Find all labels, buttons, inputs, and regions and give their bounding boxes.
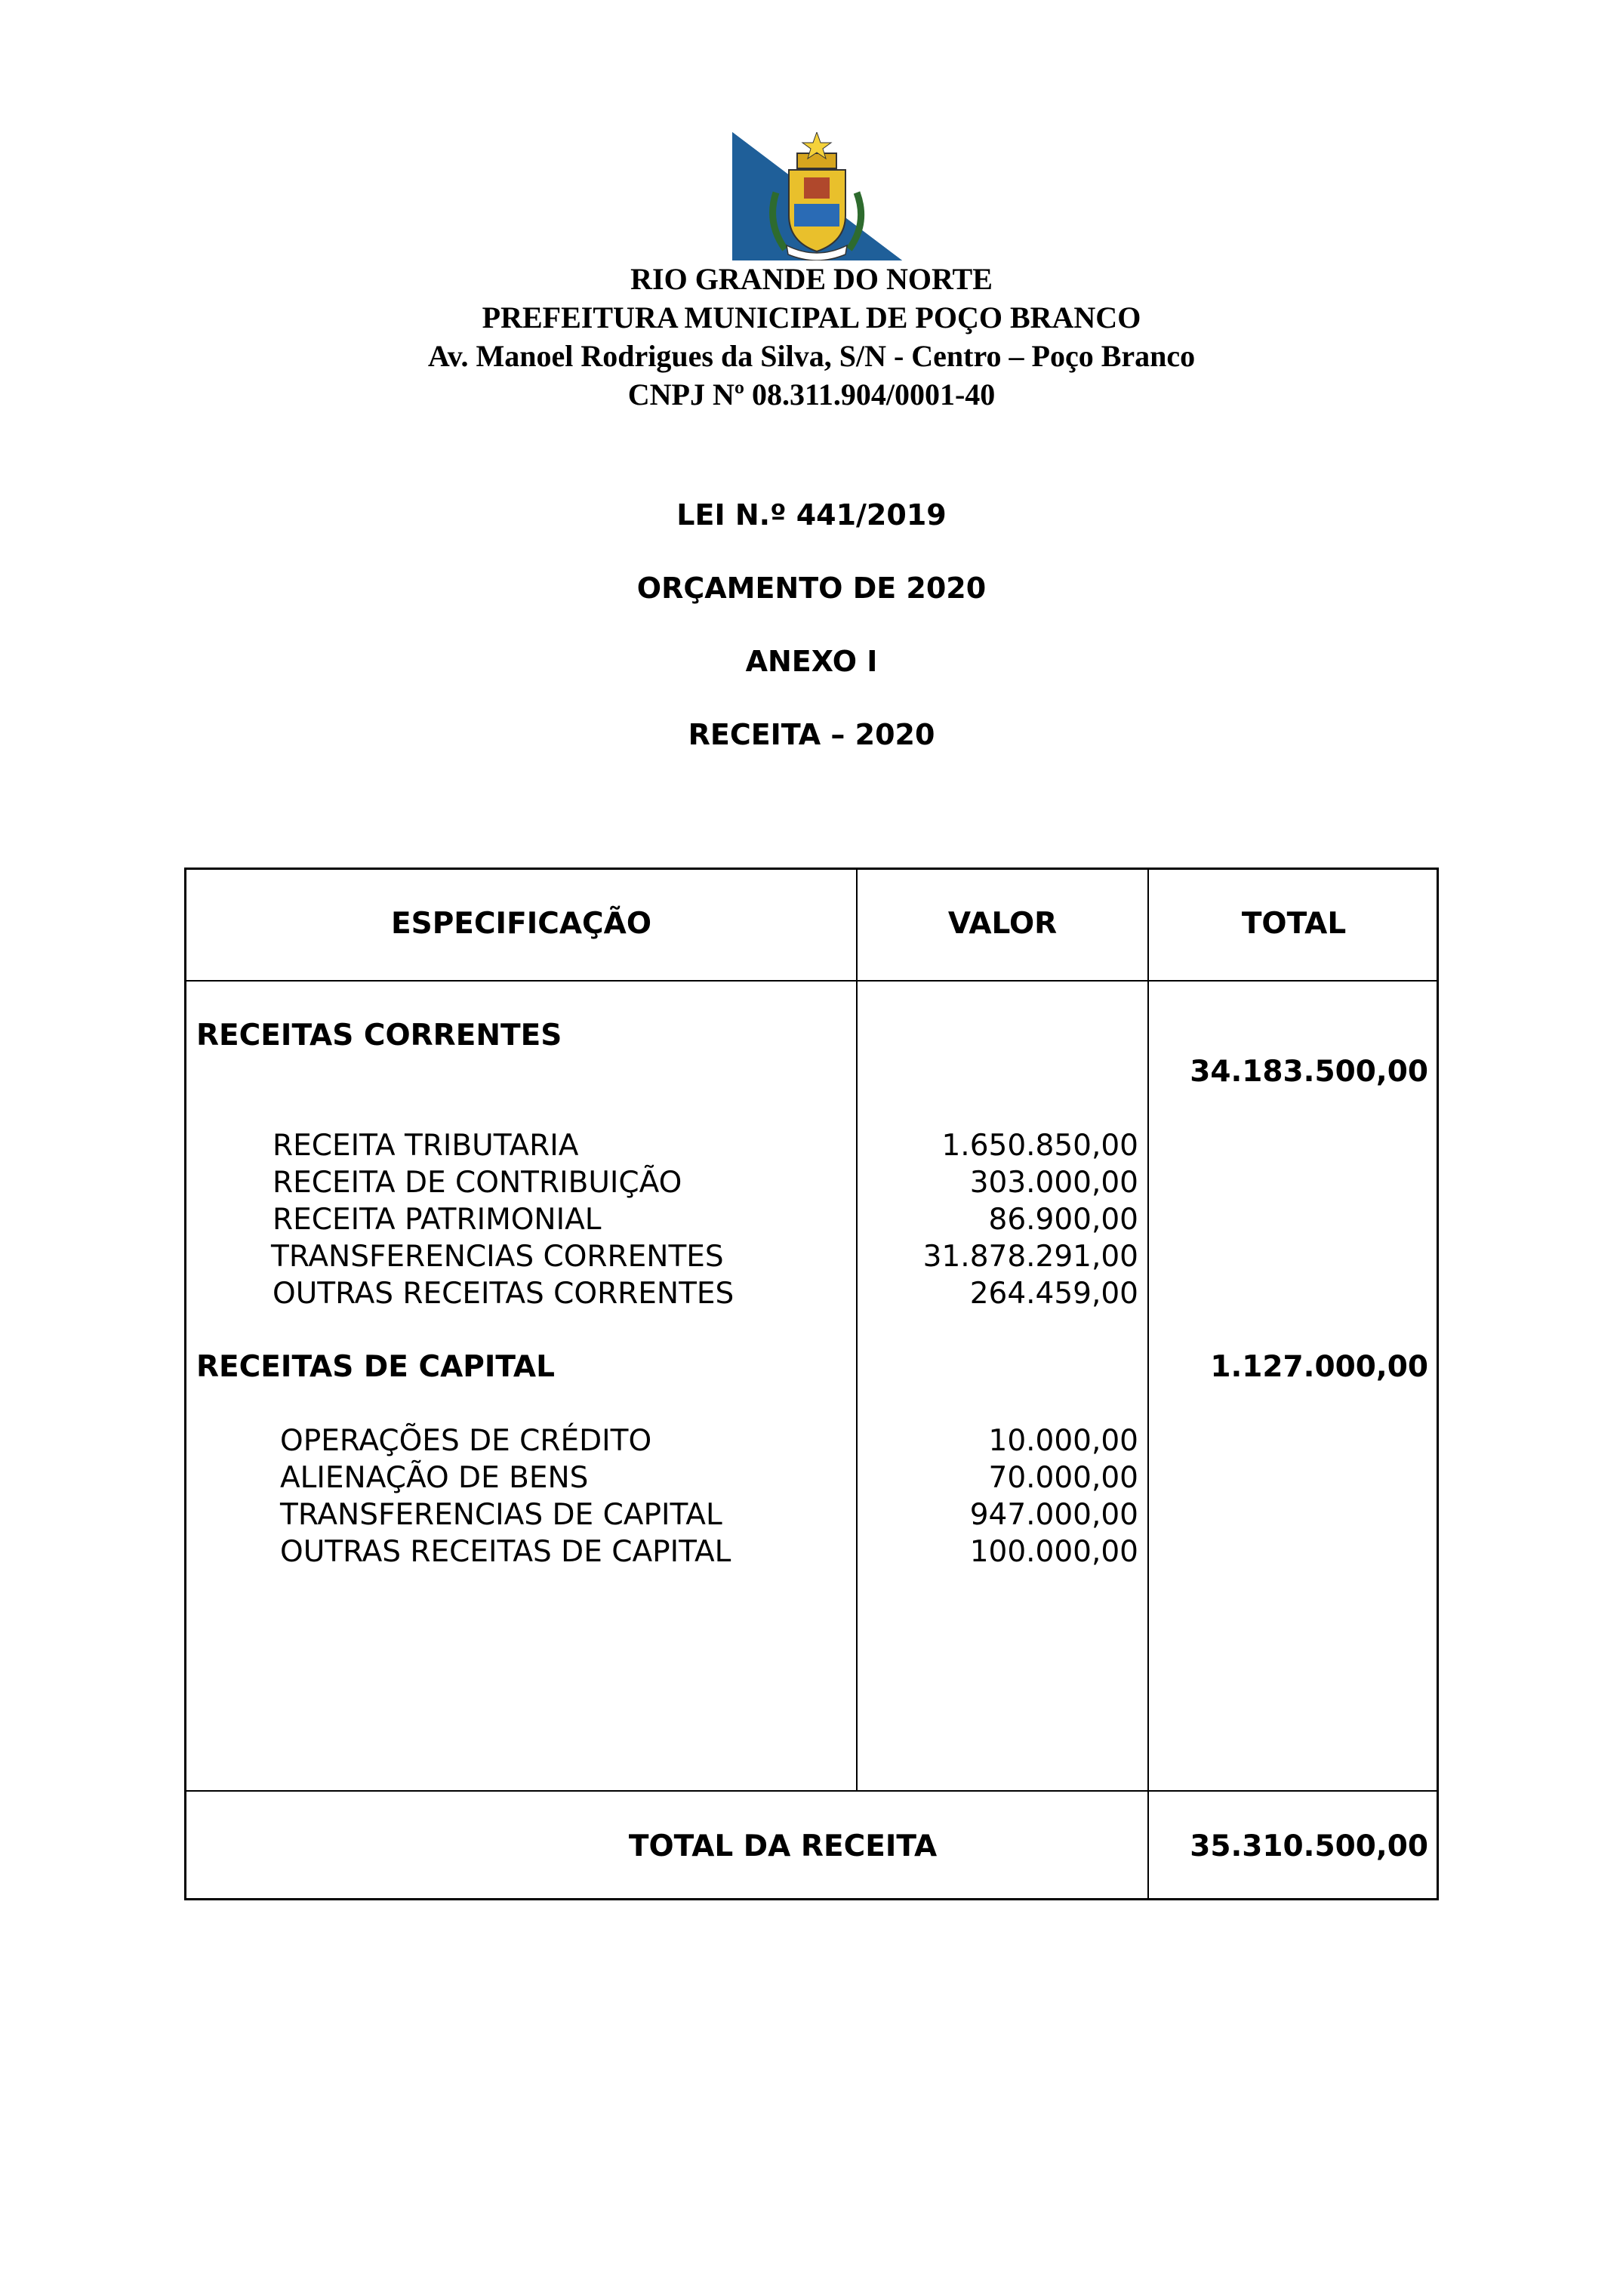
column-header-valor: VALOR [947, 907, 1058, 941]
section-title: RECEITA – 2020 [688, 718, 935, 751]
column-divider [856, 870, 858, 1792]
municipal-coat-of-arms [732, 132, 902, 260]
group-total: 34.183.500,00 [1190, 1055, 1428, 1089]
line-item-value: 264.459,00 [969, 1277, 1138, 1311]
cnpj: CNPJ Nº 08.311.904/0001-40 [627, 378, 996, 411]
line-item-label: RECEITA PATRIMONIAL [273, 1203, 602, 1237]
municipality-name: PREFEITURA MUNICIPAL DE POÇO BRANCO [482, 300, 1141, 334]
address: Av. Manoel Rodrigues da Silva, S/N - Centro – Poço Branco [427, 339, 1196, 373]
line-item-label: OUTRAS RECEITAS CORRENTES [273, 1277, 735, 1311]
line-item-value: 100.000,00 [969, 1535, 1138, 1569]
line-item-value: 1.650.850,00 [941, 1129, 1138, 1163]
line-item-label: TRANSFERENCIAS DE CAPITAL [280, 1498, 722, 1532]
footer-divider [186, 1790, 1437, 1792]
line-item-value: 303.000,00 [969, 1166, 1138, 1200]
column-header-total: TOTAL [1241, 907, 1347, 941]
line-item-label: OPERAÇÕES DE CRÉDITO [280, 1424, 652, 1458]
budget-title: ORÇAMENTO DE 2020 [636, 572, 987, 605]
group-name: RECEITAS DE CAPITAL [196, 1350, 555, 1384]
line-item-label: RECEITA TRIBUTARIA [273, 1129, 579, 1163]
header-divider [186, 980, 1437, 982]
column-header-especificacao: ESPECIFICAÇÃO [390, 907, 651, 941]
group-name: RECEITAS CORRENTES [196, 1019, 562, 1052]
law-number: LEI N.º 441/2019 [676, 498, 947, 532]
revenue-table [184, 868, 1439, 1900]
state-name: RIO GRANDE DO NORTE [630, 262, 993, 296]
line-item-value: 10.000,00 [988, 1424, 1138, 1458]
line-item-label: ALIENAÇÃO DE BENS [280, 1461, 589, 1495]
line-item-label: TRANSFERENCIAS CORRENTES [271, 1240, 724, 1274]
line-item-value: 70.000,00 [988, 1461, 1138, 1495]
grand-total: 35.310.500,00 [1190, 1829, 1428, 1863]
group-total: 1.127.000,00 [1210, 1350, 1428, 1384]
header-block [0, 260, 1623, 414]
line-item-value: 31.878.291,00 [922, 1240, 1138, 1274]
line-item-value: 947.000,00 [969, 1498, 1138, 1532]
line-item-value: 86.900,00 [988, 1203, 1138, 1237]
total-label: TOTAL DA RECEITA [628, 1829, 938, 1863]
annex-title: ANEXO I [745, 645, 878, 678]
line-item-label: RECEITA DE CONTRIBUIÇÃO [273, 1166, 682, 1200]
line-item-label: OUTRAS RECEITAS DE CAPITAL [280, 1535, 731, 1569]
